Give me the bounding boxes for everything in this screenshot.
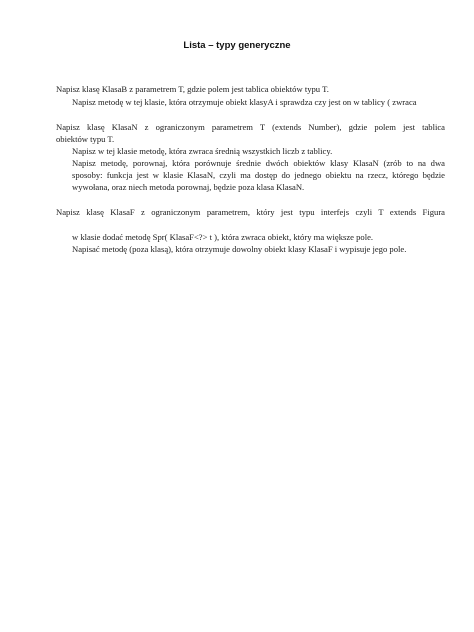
paragraph-line: Napisz metodę, porownaj, która porównuje średnie dwóch obiektów klasy KlasaN (zrób to na dwa bbox=[72, 158, 445, 168]
paragraph-line: wywołana, oraz niech metoda porownaj, będzie poza klasa KlasaN. bbox=[72, 182, 305, 192]
page-title: Lista – typy generyczne bbox=[183, 40, 291, 51]
paragraph-line: Napisz klasę KlasaF z ograniczonym parametrem, który jest typu interfejs czyli T extends Figura bbox=[56, 207, 445, 217]
paragraph-line: sposoby: funkcja jest w klasie KlasaN, czyli ma dostęp do jednego obiektu na rzecz, którego będzie bbox=[72, 170, 445, 180]
paragraph-line: Napisać metodę (poza klasą), która otrzymuje dowolny obiekt klasy KlasaF i wypisuje jego pole. bbox=[72, 244, 407, 254]
paragraph-line: obiektów typu T. bbox=[56, 134, 115, 144]
paragraph-line: Napisz w tej klasie metodę, która zwraca średnią wszystkich liczb z tablicy. bbox=[72, 146, 333, 156]
paragraph-line: Napisz klasę KlasaN z ograniczonym parametrem T (extends Number), gdzie polem jest tablica bbox=[56, 122, 445, 132]
paragraph-line: Napisz metodę w tej klasie, która otrzymuje obiekt klasyA i sprawdza czy jest on w tablicy ( zwraca bbox=[72, 97, 417, 107]
paragraph-line: w klasie dodać metodę Spr( KlasaF<?> t ), która zwraca obiekt, który ma większe pole. bbox=[72, 232, 374, 242]
paragraph-line: Napisz klasę KlasaB z parametrem T, gdzie polem jest tablica obiektów typu T. bbox=[56, 84, 329, 94]
